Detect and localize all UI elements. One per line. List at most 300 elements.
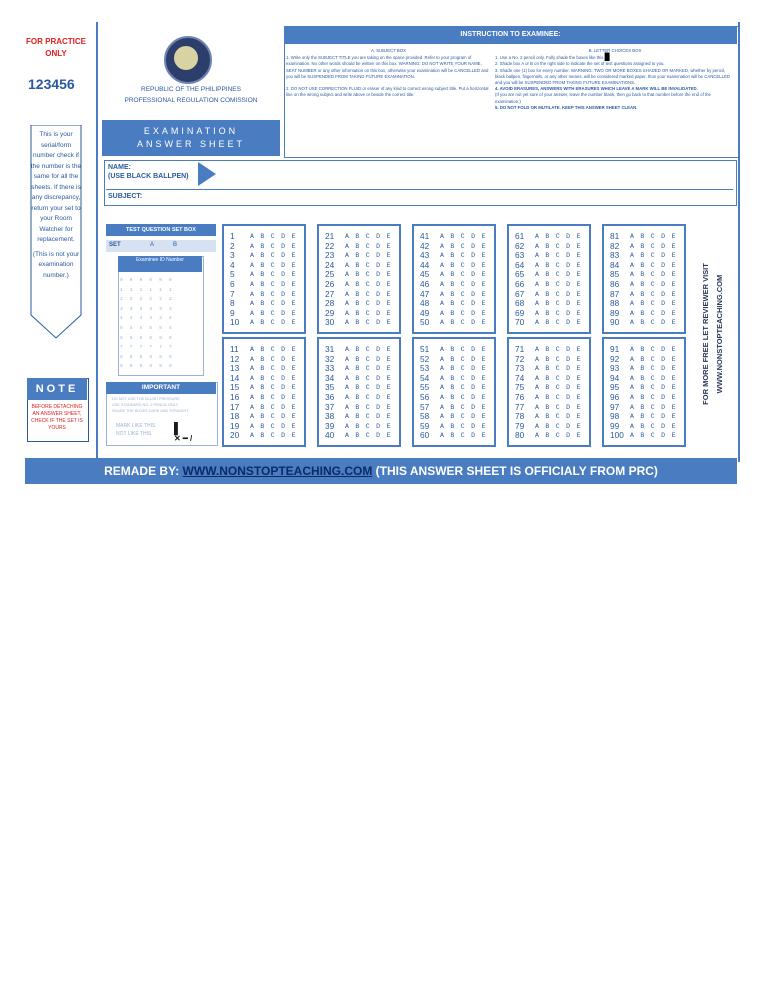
answer-bubble[interactable]: C — [270, 281, 275, 288]
answer-bubble[interactable]: E — [291, 384, 296, 392]
answer-bubble[interactable]: E — [291, 252, 296, 260]
answer-bubble[interactable]: C — [460, 422, 465, 430]
answer-bubble[interactable]: B — [260, 290, 265, 298]
answer-bubble[interactable]: B — [260, 271, 265, 279]
answer-bubble[interactable]: D — [566, 432, 571, 440]
answer-bubble[interactable]: E — [386, 384, 391, 392]
answer-bubble[interactable]: B — [260, 242, 265, 250]
answer-bubble[interactable]: D — [281, 309, 286, 317]
answer-bubble[interactable]: B — [640, 290, 645, 298]
answer-bubble[interactable]: E — [576, 290, 581, 298]
answer-bubble[interactable]: A — [440, 281, 444, 288]
answer-bubble[interactable]: B — [450, 432, 455, 440]
answer-bubble[interactable]: E — [481, 271, 486, 279]
answer-bubble[interactable]: C — [270, 300, 275, 308]
answer-bubble[interactable]: D — [281, 319, 286, 327]
answer-bubble[interactable]: B — [450, 403, 455, 411]
answer-bubble[interactable]: A — [345, 242, 349, 250]
answer-bubble[interactable]: E — [291, 271, 296, 279]
answer-bubble[interactable]: C — [365, 403, 370, 411]
answer-bubble[interactable]: B — [640, 233, 645, 240]
answer-bubble[interactable]: D — [471, 271, 476, 279]
answer-bubble[interactable]: D — [376, 233, 381, 240]
answer-bubble[interactable]: C — [460, 281, 465, 288]
answer-bubble[interactable]: C — [365, 271, 370, 279]
answer-bubble[interactable]: B — [355, 233, 360, 240]
answer-bubble[interactable]: E — [576, 300, 581, 308]
answer-bubble[interactable]: A — [250, 252, 254, 260]
answer-bubble[interactable]: C — [650, 346, 655, 353]
answer-bubble[interactable]: A — [250, 290, 254, 298]
answer-bubble[interactable]: E — [671, 261, 676, 269]
answer-bubble[interactable]: A — [345, 319, 349, 327]
answer-bubble[interactable]: C — [365, 233, 370, 240]
answer-bubble[interactable]: D — [566, 252, 571, 260]
answer-bubble[interactable]: E — [386, 300, 391, 308]
answer-bubble[interactable]: D — [471, 365, 476, 373]
answer-bubble[interactable]: E — [671, 374, 676, 382]
answer-bubble[interactable]: E — [481, 319, 486, 327]
answer-bubble[interactable]: A — [345, 346, 349, 353]
answer-bubble[interactable]: A — [345, 300, 349, 308]
answer-bubble[interactable]: B — [450, 300, 455, 308]
answer-bubble[interactable]: D — [661, 290, 666, 298]
answer-bubble[interactable]: A — [250, 319, 254, 327]
answer-bubble[interactable]: B — [450, 346, 455, 353]
answer-bubble[interactable]: C — [555, 384, 560, 392]
answer-bubble[interactable]: B — [545, 242, 550, 250]
answer-bubble[interactable]: A — [440, 384, 444, 392]
answer-bubble[interactable]: C — [365, 422, 370, 430]
answer-bubble[interactable]: A — [440, 346, 444, 353]
answer-bubble[interactable]: C — [555, 271, 560, 279]
answer-bubble[interactable]: D — [566, 261, 571, 269]
answer-bubble[interactable]: D — [281, 271, 286, 279]
answer-bubble[interactable]: E — [291, 403, 296, 411]
answer-bubble[interactable]: C — [555, 374, 560, 382]
answer-bubble[interactable]: A — [345, 394, 349, 401]
answer-bubble[interactable]: E — [481, 233, 486, 240]
answer-bubble[interactable]: B — [355, 319, 360, 327]
answer-bubble[interactable]: B — [545, 422, 550, 430]
answer-bubble[interactable]: B — [640, 281, 645, 288]
answer-bubble[interactable]: C — [460, 413, 465, 421]
answer-bubble[interactable]: E — [291, 290, 296, 298]
answer-bubble[interactable]: E — [576, 374, 581, 382]
answer-bubble[interactable]: E — [576, 403, 581, 411]
answer-bubble[interactable]: E — [576, 422, 581, 430]
set-option-a[interactable]: A — [150, 242, 155, 248]
answer-bubble[interactable]: E — [291, 365, 296, 373]
side-promo-url[interactable]: WWW.NONSTOPTEACHING.COM — [715, 274, 724, 394]
answer-bubble[interactable]: D — [661, 413, 666, 421]
answer-bubble[interactable]: B — [545, 271, 550, 279]
answer-bubble[interactable]: C — [270, 403, 275, 411]
answer-bubble[interactable]: E — [386, 432, 391, 440]
answer-bubble[interactable]: D — [661, 261, 666, 269]
id-digit-row[interactable]: 1 1 1 1 1 1 — [120, 287, 174, 293]
answer-bubble[interactable]: C — [460, 346, 465, 353]
answer-bubble[interactable]: D — [566, 319, 571, 327]
answer-bubble[interactable]: D — [471, 300, 476, 308]
answer-bubble[interactable]: D — [661, 233, 666, 240]
answer-bubble[interactable]: E — [576, 271, 581, 279]
answer-bubble[interactable]: D — [281, 365, 286, 373]
answer-bubble[interactable]: D — [376, 413, 381, 421]
answer-bubble[interactable]: A — [250, 422, 254, 430]
answer-bubble[interactable]: D — [376, 290, 381, 298]
answer-bubble[interactable]: D — [376, 403, 381, 411]
answer-bubble[interactable]: E — [671, 394, 676, 401]
answer-bubble[interactable]: A — [535, 346, 539, 353]
answer-bubble[interactable]: E — [671, 355, 676, 363]
answer-bubble[interactable]: E — [386, 346, 391, 353]
answer-bubble[interactable]: A — [535, 365, 539, 373]
answer-bubble[interactable]: E — [481, 374, 486, 382]
answer-bubble[interactable]: C — [555, 300, 560, 308]
id-digit-row[interactable]: 7 7 7 7 7 7 — [120, 345, 174, 351]
answer-bubble[interactable]: C — [365, 413, 370, 421]
answer-bubble[interactable]: B — [355, 271, 360, 279]
answer-bubble[interactable]: B — [355, 355, 360, 363]
answer-bubble[interactable]: A — [250, 384, 254, 392]
answer-bubble[interactable]: C — [650, 403, 655, 411]
answer-bubble[interactable]: A — [535, 413, 539, 421]
answer-bubble[interactable]: A — [630, 319, 634, 327]
answer-bubble[interactable]: A — [345, 432, 349, 440]
answer-bubble[interactable]: D — [661, 432, 666, 440]
answer-bubble[interactable]: D — [281, 413, 286, 421]
answer-bubble[interactable]: A — [630, 300, 634, 308]
answer-bubble[interactable]: E — [671, 271, 676, 279]
answer-bubble[interactable]: D — [566, 346, 571, 353]
answer-bubble[interactable]: E — [671, 242, 676, 250]
answer-bubble[interactable]: E — [386, 365, 391, 373]
answer-bubble[interactable]: D — [661, 403, 666, 411]
answer-bubble[interactable]: C — [555, 394, 560, 401]
answer-bubble[interactable]: A — [345, 233, 349, 240]
answer-bubble[interactable]: E — [576, 365, 581, 373]
answer-bubble[interactable]: B — [545, 346, 550, 353]
answer-bubble[interactable]: B — [355, 413, 360, 421]
answer-bubble[interactable]: A — [630, 346, 634, 353]
answer-bubble[interactable]: C — [365, 346, 370, 353]
answer-bubble[interactable]: E — [576, 413, 581, 421]
answer-bubble[interactable]: B — [450, 233, 455, 240]
answer-bubble[interactable]: A — [535, 394, 539, 401]
answer-bubble[interactable]: D — [661, 242, 666, 250]
answer-bubble[interactable]: C — [650, 413, 655, 421]
answer-bubble[interactable]: E — [291, 261, 296, 269]
answer-bubble[interactable]: C — [460, 355, 465, 363]
answer-bubble[interactable]: D — [566, 233, 571, 240]
answer-bubble[interactable]: B — [640, 413, 645, 421]
answer-bubble[interactable]: B — [450, 365, 455, 373]
answer-bubble[interactable]: C — [650, 374, 655, 382]
answer-bubble[interactable]: C — [270, 432, 275, 440]
answer-bubble[interactable]: E — [576, 384, 581, 392]
answer-bubble[interactable]: B — [355, 432, 360, 440]
answer-bubble[interactable]: C — [555, 319, 560, 327]
answer-bubble[interactable]: B — [355, 290, 360, 298]
answer-bubble[interactable]: D — [281, 346, 286, 353]
answer-bubble[interactable]: C — [460, 384, 465, 392]
examinee-id-grid[interactable] — [120, 276, 200, 372]
answer-bubble[interactable]: B — [260, 432, 265, 440]
answer-bubble[interactable]: A — [440, 271, 444, 279]
answer-bubble[interactable]: B — [640, 271, 645, 279]
answer-bubble[interactable]: C — [555, 233, 560, 240]
answer-bubble[interactable]: D — [376, 394, 381, 401]
answer-bubble[interactable]: A — [250, 413, 254, 421]
answer-bubble[interactable]: E — [671, 403, 676, 411]
answer-bubble[interactable]: B — [545, 233, 550, 240]
answer-bubble[interactable]: D — [566, 374, 571, 382]
answer-bubble[interactable]: A — [250, 300, 254, 308]
answer-bubble[interactable]: D — [471, 309, 476, 317]
answer-bubble[interactable]: B — [355, 374, 360, 382]
answer-bubble[interactable]: A — [250, 403, 254, 411]
answer-bubble[interactable]: C — [270, 252, 275, 260]
answer-bubble[interactable]: E — [671, 252, 676, 260]
answer-bubble[interactable]: C — [365, 261, 370, 269]
answer-bubble[interactable]: D — [376, 346, 381, 353]
answer-bubble[interactable]: E — [481, 290, 486, 298]
answer-bubble[interactable]: A — [630, 384, 634, 392]
answer-bubble[interactable]: C — [460, 271, 465, 279]
answer-bubble[interactable]: A — [535, 403, 539, 411]
answer-bubble[interactable]: A — [630, 271, 634, 279]
answer-bubble[interactable]: E — [481, 422, 486, 430]
answer-bubble[interactable]: B — [355, 403, 360, 411]
answer-bubble[interactable]: E — [291, 413, 296, 421]
answer-bubble[interactable]: D — [281, 384, 286, 392]
answer-bubble[interactable]: C — [650, 384, 655, 392]
answer-bubble[interactable]: E — [291, 309, 296, 317]
answer-bubble[interactable]: A — [440, 252, 444, 260]
answer-bubble[interactable]: C — [270, 271, 275, 279]
answer-bubble[interactable]: B — [355, 252, 360, 260]
answer-bubble[interactable]: D — [661, 384, 666, 392]
answer-bubble[interactable]: C — [555, 281, 560, 288]
answer-bubble[interactable]: C — [555, 346, 560, 353]
answer-bubble[interactable]: D — [376, 261, 381, 269]
answer-bubble[interactable]: A — [345, 422, 349, 430]
answer-bubble[interactable]: E — [576, 394, 581, 401]
answer-bubble[interactable]: B — [640, 309, 645, 317]
answer-bubble[interactable]: B — [450, 252, 455, 260]
answer-bubble[interactable]: A — [440, 432, 444, 440]
answer-bubble[interactable]: C — [365, 300, 370, 308]
answer-bubble[interactable]: D — [661, 271, 666, 279]
answer-bubble[interactable]: B — [450, 384, 455, 392]
answer-bubble[interactable]: D — [566, 242, 571, 250]
answer-bubble[interactable]: D — [281, 261, 286, 269]
answer-bubble[interactable]: B — [355, 242, 360, 250]
answer-bubble[interactable]: C — [460, 309, 465, 317]
answer-bubble[interactable]: B — [260, 300, 265, 308]
answer-bubble[interactable]: E — [671, 281, 676, 288]
answer-bubble[interactable]: C — [460, 290, 465, 298]
answer-bubble[interactable]: D — [566, 281, 571, 288]
answer-bubble[interactable]: D — [471, 346, 476, 353]
answer-bubble[interactable]: D — [471, 413, 476, 421]
answer-bubble[interactable]: A — [440, 403, 444, 411]
answer-bubble[interactable]: E — [291, 374, 296, 382]
answer-bubble[interactable]: E — [576, 261, 581, 269]
answer-bubble[interactable]: A — [535, 422, 539, 430]
answer-bubble[interactable]: E — [576, 319, 581, 327]
answer-bubble[interactable]: E — [481, 432, 486, 440]
answer-bubble[interactable]: D — [471, 233, 476, 240]
answer-bubble[interactable]: C — [365, 319, 370, 327]
answer-bubble[interactable]: E — [386, 261, 391, 269]
answer-bubble[interactable]: C — [650, 394, 655, 401]
answer-bubble[interactable]: B — [450, 374, 455, 382]
answer-bubble[interactable]: E — [481, 281, 486, 288]
answer-bubble[interactable]: A — [630, 365, 634, 373]
answer-bubble[interactable]: C — [365, 309, 370, 317]
answer-bubble[interactable]: B — [260, 281, 265, 288]
answer-bubble[interactable]: C — [460, 233, 465, 240]
answer-bubble[interactable]: E — [481, 242, 486, 250]
answer-bubble[interactable]: A — [250, 261, 254, 269]
answer-bubble[interactable]: B — [640, 319, 645, 327]
answer-bubble[interactable]: D — [471, 261, 476, 269]
answer-bubble[interactable]: C — [365, 355, 370, 363]
answer-bubble[interactable]: D — [281, 290, 286, 298]
answer-bubble[interactable]: D — [376, 309, 381, 317]
answer-bubble[interactable]: D — [471, 290, 476, 298]
answer-bubble[interactable]: C — [555, 432, 560, 440]
answer-bubble[interactable]: A — [535, 290, 539, 298]
answer-bubble[interactable]: C — [460, 432, 465, 440]
answer-bubble[interactable]: B — [450, 271, 455, 279]
answer-bubble[interactable]: E — [671, 290, 676, 298]
answer-bubble[interactable]: C — [460, 242, 465, 250]
answer-bubble[interactable]: D — [281, 422, 286, 430]
answer-bubble[interactable]: D — [661, 394, 666, 401]
answer-bubble[interactable]: A — [250, 394, 254, 401]
id-digit-row[interactable]: 2 2 2 2 2 2 — [120, 297, 174, 303]
answer-bubble[interactable]: D — [471, 319, 476, 327]
answer-bubble[interactable]: D — [281, 394, 286, 401]
answer-bubble[interactable]: D — [471, 242, 476, 250]
answer-bubble[interactable]: B — [545, 261, 550, 269]
answer-bubble[interactable]: D — [661, 309, 666, 317]
answer-bubble[interactable]: D — [661, 374, 666, 382]
answer-bubble[interactable]: B — [545, 252, 550, 260]
answer-bubble[interactable]: B — [545, 384, 550, 392]
id-digit-row[interactable]: 3 3 3 3 3 3 — [120, 306, 174, 312]
answer-bubble[interactable]: C — [365, 394, 370, 401]
answer-bubble[interactable]: E — [291, 394, 296, 401]
answer-bubble[interactable]: B — [545, 432, 550, 440]
answer-bubble[interactable]: E — [671, 346, 676, 353]
answer-bubble[interactable]: C — [650, 271, 655, 279]
answer-bubble[interactable]: A — [250, 281, 254, 288]
answer-bubble[interactable]: B — [545, 394, 550, 401]
answer-bubble[interactable]: B — [545, 300, 550, 308]
answer-bubble[interactable]: E — [386, 374, 391, 382]
answer-bubble[interactable]: A — [535, 300, 539, 308]
answer-bubble[interactable]: B — [640, 403, 645, 411]
answer-bubble[interactable]: D — [471, 281, 476, 288]
answer-bubble[interactable]: B — [260, 413, 265, 421]
answer-bubble[interactable]: A — [535, 355, 539, 363]
answer-bubble[interactable]: C — [555, 242, 560, 250]
answer-bubble[interactable]: D — [566, 394, 571, 401]
answer-bubble[interactable]: B — [450, 422, 455, 430]
answer-bubble[interactable]: B — [450, 261, 455, 269]
answer-bubble[interactable]: D — [376, 374, 381, 382]
answer-bubble[interactable]: A — [630, 432, 634, 440]
answer-bubble[interactable]: A — [345, 271, 349, 279]
answer-bubble[interactable]: B — [355, 384, 360, 392]
set-option-b[interactable]: B — [173, 242, 178, 248]
answer-bubble[interactable]: A — [250, 271, 254, 279]
answer-bubble[interactable]: A — [535, 252, 539, 260]
answer-bubble[interactable]: A — [440, 355, 444, 363]
answer-bubble[interactable]: D — [661, 346, 666, 353]
answer-bubble[interactable]: D — [471, 432, 476, 440]
answer-bubble[interactable]: A — [440, 374, 444, 382]
answer-bubble[interactable]: A — [630, 252, 634, 260]
answer-bubble[interactable]: C — [270, 394, 275, 401]
answer-bubble[interactable]: C — [270, 413, 275, 421]
answer-bubble[interactable]: E — [291, 355, 296, 363]
answer-bubble[interactable]: D — [566, 365, 571, 373]
answer-bubble[interactable]: B — [640, 252, 645, 260]
answer-bubble[interactable]: C — [365, 281, 370, 288]
id-digit-row[interactable]: 5 5 5 5 5 5 — [120, 325, 174, 331]
answer-bubble[interactable]: B — [260, 319, 265, 327]
answer-bubble[interactable]: E — [671, 384, 676, 392]
answer-bubble[interactable]: E — [481, 413, 486, 421]
answer-bubble[interactable]: A — [440, 242, 444, 250]
answer-bubble[interactable]: B — [260, 403, 265, 411]
answer-bubble[interactable]: C — [270, 233, 275, 240]
answer-bubble[interactable]: C — [650, 242, 655, 250]
answer-bubble[interactable]: B — [450, 309, 455, 317]
answer-bubble[interactable]: E — [386, 319, 391, 327]
answer-bubble[interactable]: C — [555, 365, 560, 373]
answer-bubble[interactable]: B — [640, 355, 645, 363]
answer-bubble[interactable]: C — [555, 261, 560, 269]
id-digit-row[interactable]: 9 9 9 9 9 9 — [120, 364, 174, 370]
answer-bubble[interactable]: B — [260, 346, 265, 353]
answer-bubble[interactable]: C — [650, 365, 655, 373]
answer-bubble[interactable]: A — [440, 422, 444, 430]
answer-bubble[interactable]: E — [386, 290, 391, 298]
answer-bubble[interactable]: A — [250, 432, 254, 440]
answer-bubble[interactable]: D — [661, 422, 666, 430]
answer-bubble[interactable]: C — [460, 394, 465, 401]
answer-bubble[interactable]: B — [450, 355, 455, 363]
answer-bubble[interactable]: C — [365, 365, 370, 373]
answer-bubble[interactable]: C — [555, 355, 560, 363]
id-digit-row[interactable]: 8 8 8 8 8 8 — [120, 354, 174, 360]
answer-bubble[interactable]: B — [640, 394, 645, 401]
answer-bubble[interactable]: C — [555, 290, 560, 298]
answer-bubble[interactable]: E — [291, 281, 296, 288]
answer-bubble[interactable]: B — [355, 300, 360, 308]
answer-bubble[interactable]: C — [650, 290, 655, 298]
answer-bubble[interactable]: B — [545, 374, 550, 382]
answer-bubble[interactable]: D — [376, 365, 381, 373]
answer-bubble[interactable]: D — [376, 281, 381, 288]
answer-bubble[interactable]: B — [260, 365, 265, 373]
